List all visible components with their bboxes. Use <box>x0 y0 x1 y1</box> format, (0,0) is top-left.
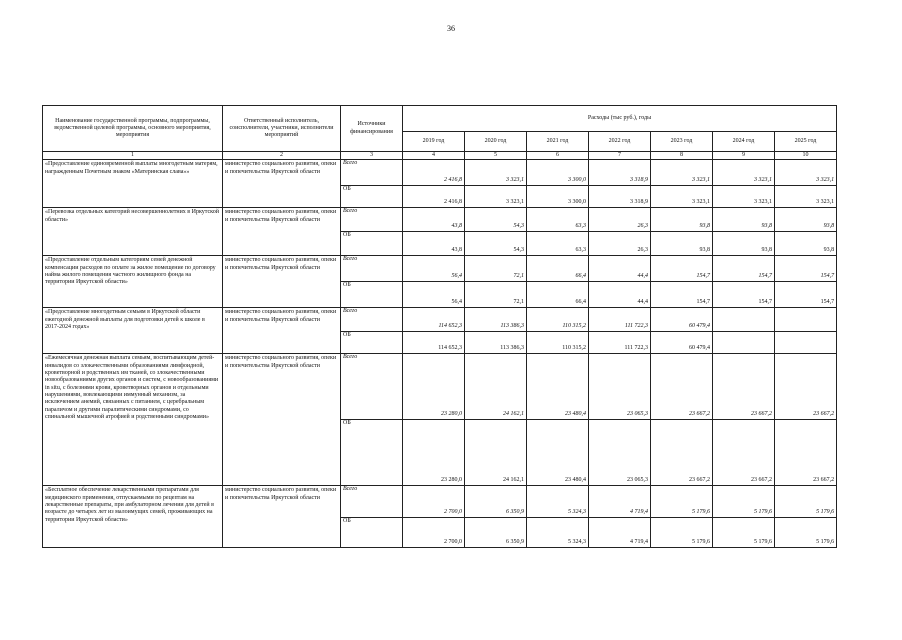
source-ob-label: ОБ <box>341 518 403 548</box>
total-value: 23 667,2 <box>651 354 713 420</box>
ob-value: 3 318,9 <box>589 186 651 208</box>
ob-value: 93,8 <box>651 232 713 256</box>
total-value: 5 179,6 <box>713 486 775 518</box>
ob-value: 5 179,6 <box>775 518 837 548</box>
table-row <box>43 308 837 332</box>
column-number: 1 <box>43 152 223 160</box>
ob-value <box>713 332 775 354</box>
page-number: 36 <box>447 24 455 33</box>
ob-value: 3 300,0 <box>527 186 589 208</box>
total-value <box>775 308 837 332</box>
table-row <box>43 208 837 232</box>
ob-value: 154,7 <box>775 282 837 308</box>
total-value: 24 162,1 <box>465 354 527 420</box>
ob-value: 23 667,2 <box>713 420 775 486</box>
total-value: 5 324,3 <box>527 486 589 518</box>
ob-value: 93,8 <box>775 232 837 256</box>
ob-value: 4 719,4 <box>589 518 651 548</box>
header-executor: Ответственный исполнитель, соисполнители, участники, исполнители мероприятий <box>223 106 341 152</box>
activity-name: «Бесплатное обеспечение лекарственными препаратами для медицинского применения, отпускаемыми по рецептам на лекарственные препараты, при амбулаторном лечении для детей в возрасте до четырех лет из малоимущих семей, проживающих на территории Иркутской области» <box>43 486 223 548</box>
source-total-label: Всего <box>341 160 403 186</box>
column-number: 5 <box>465 152 527 160</box>
executor: министерство социального развития, опеки и попечительства Иркутской области <box>223 208 341 256</box>
table-row <box>43 256 837 282</box>
total-value: 56,4 <box>403 256 465 282</box>
total-value: 93,8 <box>713 208 775 232</box>
column-number: 4 <box>403 152 465 160</box>
total-value: 23 480,4 <box>527 354 589 420</box>
ob-value: 2 700,0 <box>403 518 465 548</box>
total-value: 114 652,3 <box>403 308 465 332</box>
executor: министерство социального развития, опеки и попечительства Иркутской области <box>223 354 341 486</box>
ob-value: 5 324,3 <box>527 518 589 548</box>
total-value: 43,8 <box>403 208 465 232</box>
executor: министерство социального развития, опеки и попечительства Иркутской области <box>223 308 341 354</box>
ob-value: 114 652,3 <box>403 332 465 354</box>
activity-name: «Ежемесячная денежная выплата семьям, воспитывающим детей-инвалидов со злокачественными образованиями лимфоидной, кроветворной и родственных им тканей, со злокачественными новообразованиями других органов и систем, с новообразованиями in situ, с болезнями крови, кроветворных органов и отдельными нарушениями, вовлекающими иммунный механизм, за исключением анемий, связанных с питанием, с церебральным параличом и другими паралитическими синдромами, со спинальной мышечной атрофией и родственными синдромами» <box>43 354 223 486</box>
ob-value: 23 480,4 <box>527 420 589 486</box>
table-row <box>43 160 837 186</box>
header-program-name: Наименование государственной программы, подпрограммы, ведомственной целевой программы, основного мероприятия, мероприятия <box>43 106 223 152</box>
total-value: 154,7 <box>713 256 775 282</box>
ob-value: 3 323,1 <box>713 186 775 208</box>
total-value: 72,1 <box>465 256 527 282</box>
column-number: 8 <box>651 152 713 160</box>
ob-value: 154,7 <box>651 282 713 308</box>
ob-value: 154,7 <box>713 282 775 308</box>
total-value: 60 479,4 <box>651 308 713 332</box>
total-value: 3 323,1 <box>465 160 527 186</box>
column-number: 9 <box>713 152 775 160</box>
total-value: 3 323,1 <box>775 160 837 186</box>
source-ob-label: ОБ <box>341 332 403 354</box>
ob-value: 3 323,1 <box>465 186 527 208</box>
source-ob-label: ОБ <box>341 420 403 486</box>
ob-value: 3 323,1 <box>775 186 837 208</box>
total-value: 3 323,1 <box>651 160 713 186</box>
total-value: 2 416,8 <box>403 160 465 186</box>
total-value: 93,8 <box>651 208 713 232</box>
source-total-label: Всего <box>341 256 403 282</box>
executor: министерство социального развития, опеки и попечительства Иркутской области <box>223 256 341 308</box>
total-value: 3 300,0 <box>527 160 589 186</box>
total-value: 6 350,9 <box>465 486 527 518</box>
source-ob-label: ОБ <box>341 282 403 308</box>
header-year: 2024 год <box>713 132 775 152</box>
total-value: 23 280,0 <box>403 354 465 420</box>
source-ob-label: ОБ <box>341 186 403 208</box>
ob-value: 56,4 <box>403 282 465 308</box>
ob-value: 43,8 <box>403 232 465 256</box>
activity-name: «Перевозка отдельных категорий несовершеннолетних в Иркутской области» <box>43 208 223 256</box>
source-total-label: Всего <box>341 308 403 332</box>
ob-value: 66,4 <box>527 282 589 308</box>
table-row <box>43 354 837 420</box>
total-value: 23 065,3 <box>589 354 651 420</box>
ob-value: 23 667,2 <box>651 420 713 486</box>
ob-value: 44,4 <box>589 282 651 308</box>
column-number: 10 <box>775 152 837 160</box>
total-value: 3 323,1 <box>713 160 775 186</box>
total-value: 54,3 <box>465 208 527 232</box>
header-sources: Источники финансирования <box>341 106 403 152</box>
ob-value: 3 323,1 <box>651 186 713 208</box>
ob-value: 6 350,9 <box>465 518 527 548</box>
executor: министерство социального развития, опеки и попечительства Иркутской области <box>223 486 341 548</box>
total-value: 23 667,2 <box>775 354 837 420</box>
ob-value: 23 280,0 <box>403 420 465 486</box>
ob-value: 110 315,2 <box>527 332 589 354</box>
ob-value: 93,8 <box>713 232 775 256</box>
expenses-table <box>42 105 837 548</box>
total-value: 154,7 <box>651 256 713 282</box>
header-year: 2023 год <box>651 132 713 152</box>
source-total-label: Всего <box>341 354 403 420</box>
table-row <box>43 486 837 518</box>
header-year: 2025 год <box>775 132 837 152</box>
source-total-label: Всего <box>341 486 403 518</box>
ob-value: 72,1 <box>465 282 527 308</box>
header-expenses: Расходы (тыс руб.), годы <box>403 106 837 132</box>
total-value <box>713 308 775 332</box>
header-year: 2020 год <box>465 132 527 152</box>
activity-name: «Предоставление многодетным семьям в Иркутской области ежегодной денежной выплаты для подготовки детей к школе в 2017-2024 годах» <box>43 308 223 354</box>
header-year: 2021 год <box>527 132 589 152</box>
ob-value: 113 386,3 <box>465 332 527 354</box>
total-value: 44,4 <box>589 256 651 282</box>
total-value: 26,3 <box>589 208 651 232</box>
total-value: 110 315,2 <box>527 308 589 332</box>
column-number: 2 <box>223 152 341 160</box>
total-value: 3 318,9 <box>589 160 651 186</box>
ob-value: 24 162,1 <box>465 420 527 486</box>
activity-name: «Предоставление отдельным категориям семей денежной компенсации расходов по оплате за жилое помещение по договору найма жилого помещения частного жилищного фонда на территории Иркутской области» <box>43 256 223 308</box>
total-value: 111 722,3 <box>589 308 651 332</box>
total-value: 23 667,2 <box>713 354 775 420</box>
header-year: 2019 год <box>403 132 465 152</box>
ob-value: 2 416,8 <box>403 186 465 208</box>
ob-value: 5 179,6 <box>713 518 775 548</box>
column-number: 3 <box>341 152 403 160</box>
activity-name: «Предоставление единовременной выплаты многодетным матерям, награжденным Почетным знаком «Материнская слава»» <box>43 160 223 208</box>
total-value: 5 179,6 <box>775 486 837 518</box>
ob-value: 111 722,3 <box>589 332 651 354</box>
total-value: 113 386,3 <box>465 308 527 332</box>
total-value: 154,7 <box>775 256 837 282</box>
total-value: 5 179,6 <box>651 486 713 518</box>
header-year: 2022 год <box>589 132 651 152</box>
executor: министерство социального развития, опеки и попечительства Иркутской области <box>223 160 341 208</box>
ob-value: 23 667,2 <box>775 420 837 486</box>
ob-value: 23 065,3 <box>589 420 651 486</box>
total-value: 66,4 <box>527 256 589 282</box>
ob-value: 63,3 <box>527 232 589 256</box>
ob-value: 54,3 <box>465 232 527 256</box>
column-number: 6 <box>527 152 589 160</box>
ob-value: 5 179,6 <box>651 518 713 548</box>
total-value: 4 719,4 <box>589 486 651 518</box>
ob-value: 60 479,4 <box>651 332 713 354</box>
column-number: 7 <box>589 152 651 160</box>
total-value: 2 700,0 <box>403 486 465 518</box>
source-ob-label: ОБ <box>341 232 403 256</box>
ob-value <box>775 332 837 354</box>
source-total-label: Всего <box>341 208 403 232</box>
total-value: 93,8 <box>775 208 837 232</box>
total-value: 63,3 <box>527 208 589 232</box>
ob-value: 26,3 <box>589 232 651 256</box>
